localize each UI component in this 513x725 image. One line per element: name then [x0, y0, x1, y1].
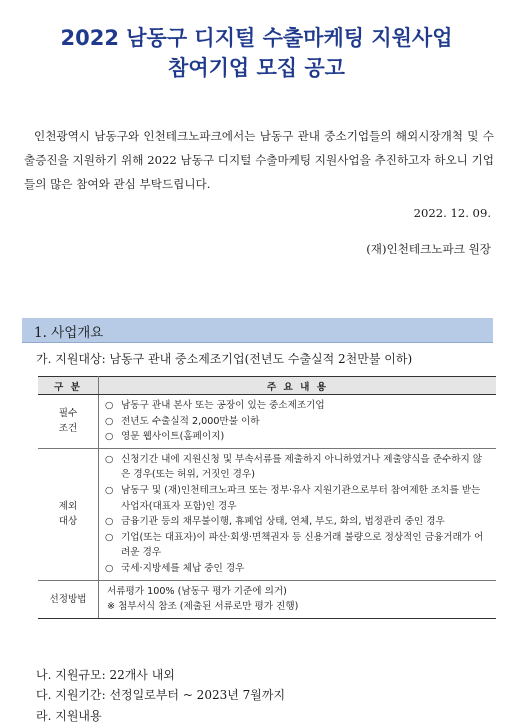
title-line-2: 참여기업 모집 공고 [168, 56, 345, 80]
section-title: 1. 사업개요 [34, 325, 104, 341]
header-content: 주 요 내 용 [99, 377, 497, 395]
table-row-excluded [38, 448, 496, 580]
bullet-circle-icon: ○ [105, 431, 114, 443]
list-item: ※ 첨부서식 참조 (제출된 서류로만 평가 진행) [107, 601, 299, 613]
subsection-period: 다. 지원기간: 선정일로부터 ~ 2023년 7월까지 [36, 688, 286, 702]
bullet-circle-icon: ○ [105, 400, 114, 411]
row-content-selection [99, 580, 497, 618]
list-item: ○ 남동구 및 (재)인천테크노파크 또는 정부·유사 지원기관으로부터 참여제한 조치를 받는 사업자(대표자 포함)인 경우 [105, 484, 481, 512]
table-header-row [38, 377, 496, 395]
bullet-circle-icon: ○ [105, 484, 114, 496]
header-category: 구 분 [38, 377, 99, 395]
list-item: ○ 국세·지방세를 체납 중인 경우 [105, 561, 490, 577]
bullet-circle-icon: ○ [105, 531, 114, 543]
row-content-excluded [99, 448, 497, 580]
intro-paragraph [24, 124, 494, 196]
title-line-1: 2022 남동구 디지털 수출마케팅 지원사업 [60, 26, 453, 50]
list-item: ○ 신청기간 내에 지원신청 및 부속서류를 제출하지 아니하였거나 제출양식을 준수하지 않은 경우(또는 허위, 거짓인 경우) [105, 453, 483, 481]
list-item: ○ 전년도 수출실적 2,000만불 이하 [105, 414, 490, 430]
eligibility-table [38, 376, 496, 619]
list-item: ○ 기업(또는 대표자)이 파산·회생·면책권자 등 신용거래 불량으로 정상적인 금융거래가 어려운 경우 [105, 531, 484, 559]
list-item: ○ 금융기관 등의 채무불이행, 휴폐업 상태, 연체, 부도, 화의, 법정관리 중인 경우 [105, 514, 490, 530]
organization-signature: (재)인천테크노파크 원장 [366, 242, 491, 256]
table-row-selection [38, 580, 496, 618]
section-header-overview [22, 318, 493, 343]
subsection-target: 가. 지원대상: 남동구 관내 중소제조기업(전년도 수출실적 2천만불 이하) [36, 352, 413, 366]
row-label-excluded: 제외 대상 [38, 448, 99, 580]
row-label-selection: 선정방법 [38, 580, 99, 618]
list-item: ○ 남동구 관내 본사 또는 공장이 있는 중소제조기업 [105, 398, 490, 414]
subsection-scale: 나. 지원규모: 22개사 내외 [36, 668, 175, 682]
bullet-circle-icon: ○ [105, 516, 114, 528]
list-item: ○ 영문 웹사이트(홈페이지) [105, 429, 490, 445]
bullet-circle-icon: ○ [105, 453, 114, 465]
bullet-circle-icon: ○ [105, 415, 114, 427]
table-row-required [38, 395, 496, 449]
subsection-content: 라. 지원내용 [36, 709, 102, 723]
row-label-required: 필수 조건 [38, 395, 99, 449]
bullet-circle-icon: ○ [105, 562, 114, 574]
announcement-date: 2022. 12. 09. [413, 206, 491, 220]
list-item: 서류평가 100% (남동구 평가 기준에 의거) [107, 585, 287, 597]
row-content-required [99, 395, 497, 449]
intro-text: 인천광역시 남동구와 인천테크노파크에서는 남동구 관내 중소기업들의 해외시장개척 및 수출증진을 지원하기 위해 2022 남동구 디지털 수출마케팅 지원사업을 추진하고자 하오니 기업들의 많은 참여와 관심 부탁드립니다. [24, 129, 494, 191]
